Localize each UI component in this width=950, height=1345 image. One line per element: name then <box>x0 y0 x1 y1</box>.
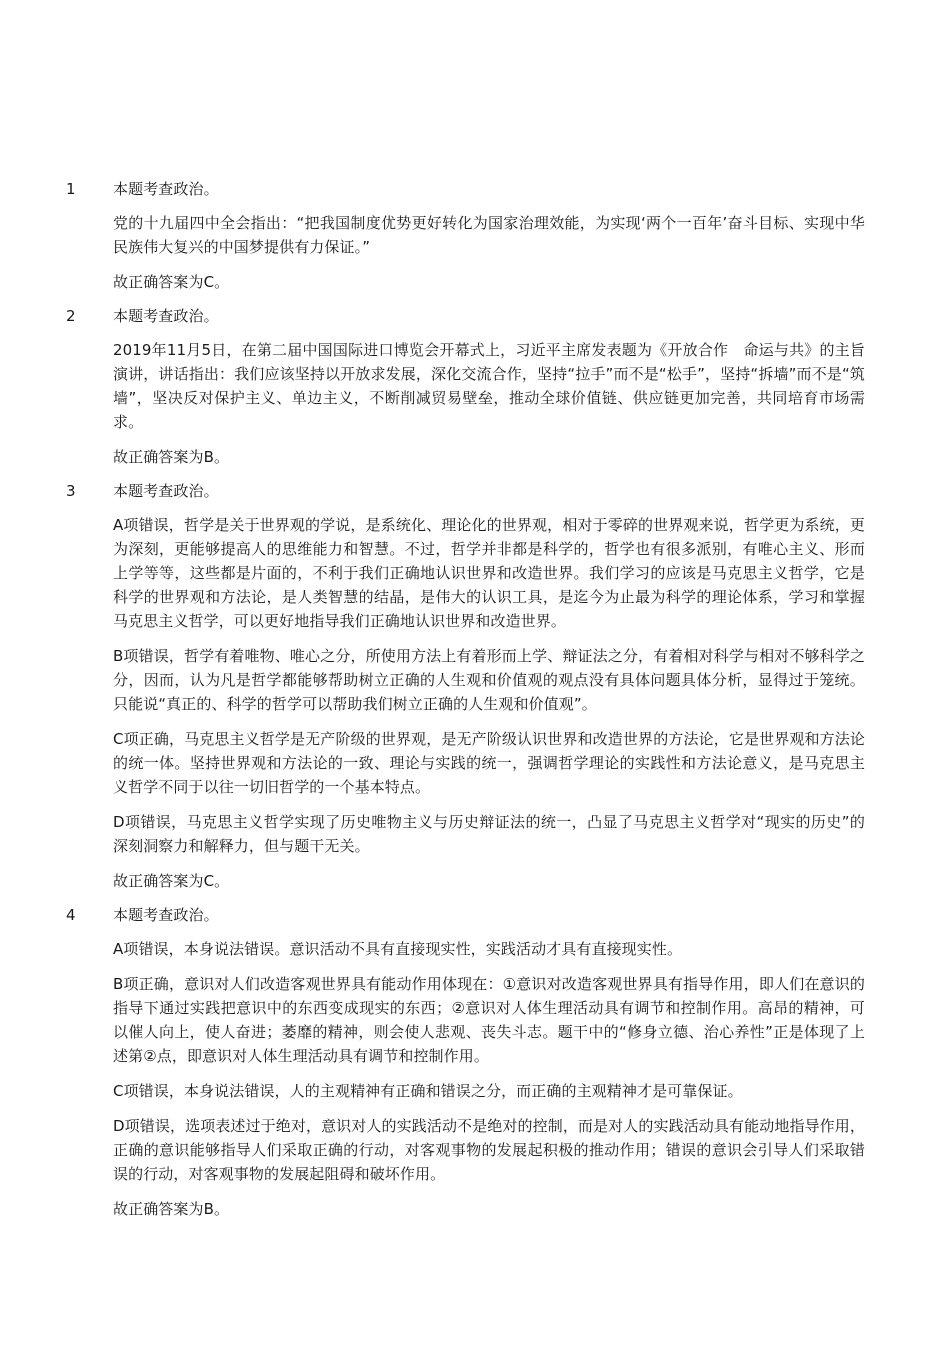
answer-line: 故正确答案为B。 <box>113 448 230 466</box>
option-a-explanation: A项错误，哲学是关于世界观的学说，是系统化、理论化的世界观，相对于零碎的世界观来说，哲学更为系统，更为深刻，更能够提高人的思维能力和智慧。不过，哲学并非都是科学的，哲学也有很多派别，有唯心主义、形而上学等等，这些都是片面的，不利于我们正确地认识世界和改造世界。我们学习的应该是马克思主义哲学，它是科学的世界观和方法论，是人类智慧的结晶，是伟大的认识工具，是迄今为止最为科学的理论体系，学习和掌握马克思主义哲学，可以更好地指导我们正确地认识世界和改造世界。 <box>113 516 865 630</box>
question-number: 4 <box>66 906 76 924</box>
topic-line: 本题考查政治。 <box>113 307 219 325</box>
topic-line: 本题考查政治。 <box>113 180 219 198</box>
question-number: 3 <box>66 482 76 500</box>
question-3 <box>0 480 950 893</box>
question-1 <box>0 178 950 294</box>
question-number: 2 <box>66 307 76 325</box>
option-b-explanation: B项正确，意识对人们改造客观世界具有能动作用体现在：①意识对改造客观世界具有指导作用，即人们在意识的指导下通过实践把意识中的东西变成现实的东西；②意识对人体生理活动具有调节和控制作用。高昂的精神，可以催人向上，使人奋进；萎靡的精神，则会使人悲观、丧失斗志。题干中的“修身立德、治心养性”正是体现了上述第②点，即意识对人体生理活动具有调节和控制作用。 <box>113 975 865 1065</box>
answer-line: 故正确答案为B。 <box>113 1200 230 1218</box>
answer-line: 故正确答案为C。 <box>113 872 230 890</box>
option-a-explanation: A项错误，本身说法错误。意识活动不具有直接现实性，实践活动才具有直接现实性。 <box>113 940 683 958</box>
option-d-explanation: D项错误，选项表述过于绝对，意识对人的实践活动不是绝对的控制，而是对人的实践活动具有能动地指导作用，正确的意识能够指导人们采取正确的行动，对客观事物的发展起积极的推动作用；错误的意识会引导人们采取错误的行动，对客观事物的发展起阻碍和破坏作用。 <box>113 1117 865 1183</box>
option-c-explanation: C项正确，马克思主义哲学是无产阶级的世界观，是无产阶级认识世界和改造世界的方法论，它是世界观和方法论的统一体。坚持世界观和方法论的一致、理论与实践的统一，强调哲学理论的实践性和方法论意义，是马克思主义哲学不同于以往一切旧哲学的一个基本特点。 <box>113 730 865 796</box>
answer-line: 故正确答案为C。 <box>113 273 230 291</box>
question-2 <box>0 305 950 469</box>
question-4 <box>0 904 950 1221</box>
option-b-explanation: B项错误，哲学有着唯物、唯心之分，所使用方法上有着形而上学、辩证法之分，有着相对科学与相对不够科学之分，因而，认为凡是哲学都能够帮助树立正确的人生观和价值观的观点没有具体问题具体分析，显得过于笼统。只能说“真正的、科学的哲学可以帮助我们树立正确的人生观和价值观”。 <box>113 647 865 713</box>
topic-line: 本题考查政治。 <box>113 482 219 500</box>
option-c-explanation: C项错误，本身说法错误，人的主观精神有正确和错误之分，而正确的主观精神才是可靠保证。 <box>113 1082 743 1100</box>
question-number: 1 <box>66 180 76 198</box>
topic-line: 本题考查政治。 <box>113 906 219 924</box>
answer-explanations <box>0 178 950 1221</box>
option-d-explanation: D项错误，马克思主义哲学实现了历史唯物主义与历史辩证法的统一，凸显了马克思主义哲学对“现实的历史”的深刻洞察力和解释力，但与题干无关。 <box>113 813 865 855</box>
explanation-paragraph: 2019年11月5日，在第二届中国国际进口博览会开幕式上，习近平主席发表题为《开放合作 命运与共》的主旨演讲，讲话指出：我们应该坚持以开放求发展，深化交流合作，坚持“拉手”而不是“松手”，坚持“拆墙”而不是“筑墙”，坚决反对保护主义、单边主义，不断削减贸易壁垒，推动全球价值链、供应链更加完善，共同培育市场需求。 <box>113 341 865 431</box>
explanation-paragraph: 党的十九届四中全会指出：“把我国制度优势更好转化为国家治理效能，为实现‘两个一百年’奋斗目标、实现中华民族伟大复兴的中国梦提供有力保证。” <box>113 214 865 256</box>
